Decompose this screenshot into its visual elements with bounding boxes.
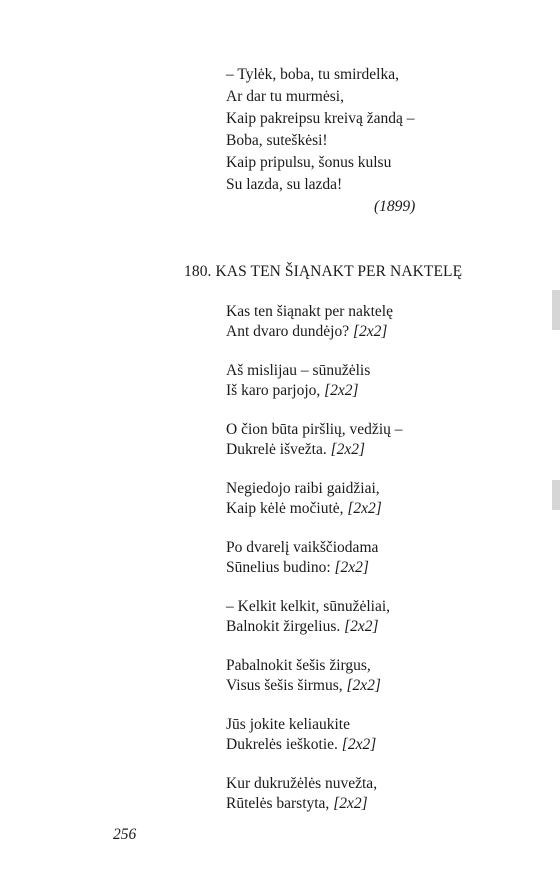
stanza-text: Kaip kėlė močiutė, xyxy=(226,500,344,517)
refrain-mark: [2x2] xyxy=(334,559,369,576)
stanza-line xyxy=(226,558,369,578)
refrain-mark: [2x2] xyxy=(324,382,359,399)
stanza-text: Sūnelius budino: xyxy=(226,559,331,576)
stanza-text: Rūtelės barstyta, xyxy=(226,795,330,812)
stanza-line xyxy=(226,794,368,814)
stanza-text: Dukrelė išvežta. xyxy=(226,441,327,458)
stanza-line: Kur dukružėlės nuvežta, xyxy=(226,775,378,792)
stanza-line: Kas ten šiąnakt per naktelę xyxy=(226,303,393,320)
poem-line: – Tylėk, boba, tu smirdelka, xyxy=(226,66,399,83)
refrain-mark: [2x2] xyxy=(352,323,388,340)
stanza-line xyxy=(226,499,382,519)
stanza-text: Balnokit žirgelius. xyxy=(226,618,341,635)
stanza-line xyxy=(226,322,387,342)
stanza-line xyxy=(226,440,365,460)
stanza-line xyxy=(226,617,379,637)
poem-line: Boba, suteškėsi! xyxy=(226,132,328,149)
stanza-text: Dukrelės ieškotie. xyxy=(226,736,338,753)
stanza-line xyxy=(226,381,359,401)
refrain-mark: [2x2] xyxy=(347,500,382,517)
poem-line: Kaip pakreipsu kreivą žandą – xyxy=(226,110,415,127)
refrain-mark: [2x2] xyxy=(330,441,366,458)
stanza-text: Visus šešis širmus, xyxy=(226,677,343,694)
scan-edge-mark xyxy=(552,290,560,330)
stanza-line: O čion būta piršlių, vedžių – xyxy=(226,421,403,438)
page-number: 256 xyxy=(113,826,137,843)
stanza-line xyxy=(226,676,381,696)
refrain-mark: [2x2] xyxy=(341,736,377,753)
poem-line: Su lazda, su lazda! xyxy=(226,176,343,193)
poem-date: (1899) xyxy=(374,198,416,215)
stanza-line: Po dvarelį vaikščiodama xyxy=(226,539,379,556)
poem-line: Ar dar tu murmėsi, xyxy=(226,88,344,105)
stanza-line: Pabalnokit šešis žirgus, xyxy=(226,657,371,674)
song-heading: 180. KAS TEN ŠIĄNAKT PER NAKTELĘ xyxy=(184,263,463,280)
stanza-line: – Kelkit kelkit, sūnužėliai, xyxy=(226,598,391,615)
scan-edge-mark xyxy=(552,480,560,510)
stanza-text: Iš karo parjojo, xyxy=(226,382,321,399)
stanza-text: Ant dvaro dundėjo? xyxy=(226,323,350,340)
stanza-line xyxy=(226,735,376,755)
refrain-mark: [2x2] xyxy=(333,795,368,812)
refrain-mark: [2x2] xyxy=(346,677,381,694)
stanza-line: Negiedojo raibi gaidžiai, xyxy=(226,480,380,497)
stanza-line: Jūs jokite keliaukite xyxy=(226,716,350,733)
refrain-mark: [2x2] xyxy=(344,618,379,635)
poem-line: Kaip pripulsu, šonus kulsu xyxy=(226,154,392,171)
stanza-line: Aš mislijau – sūnužėlis xyxy=(226,362,371,379)
